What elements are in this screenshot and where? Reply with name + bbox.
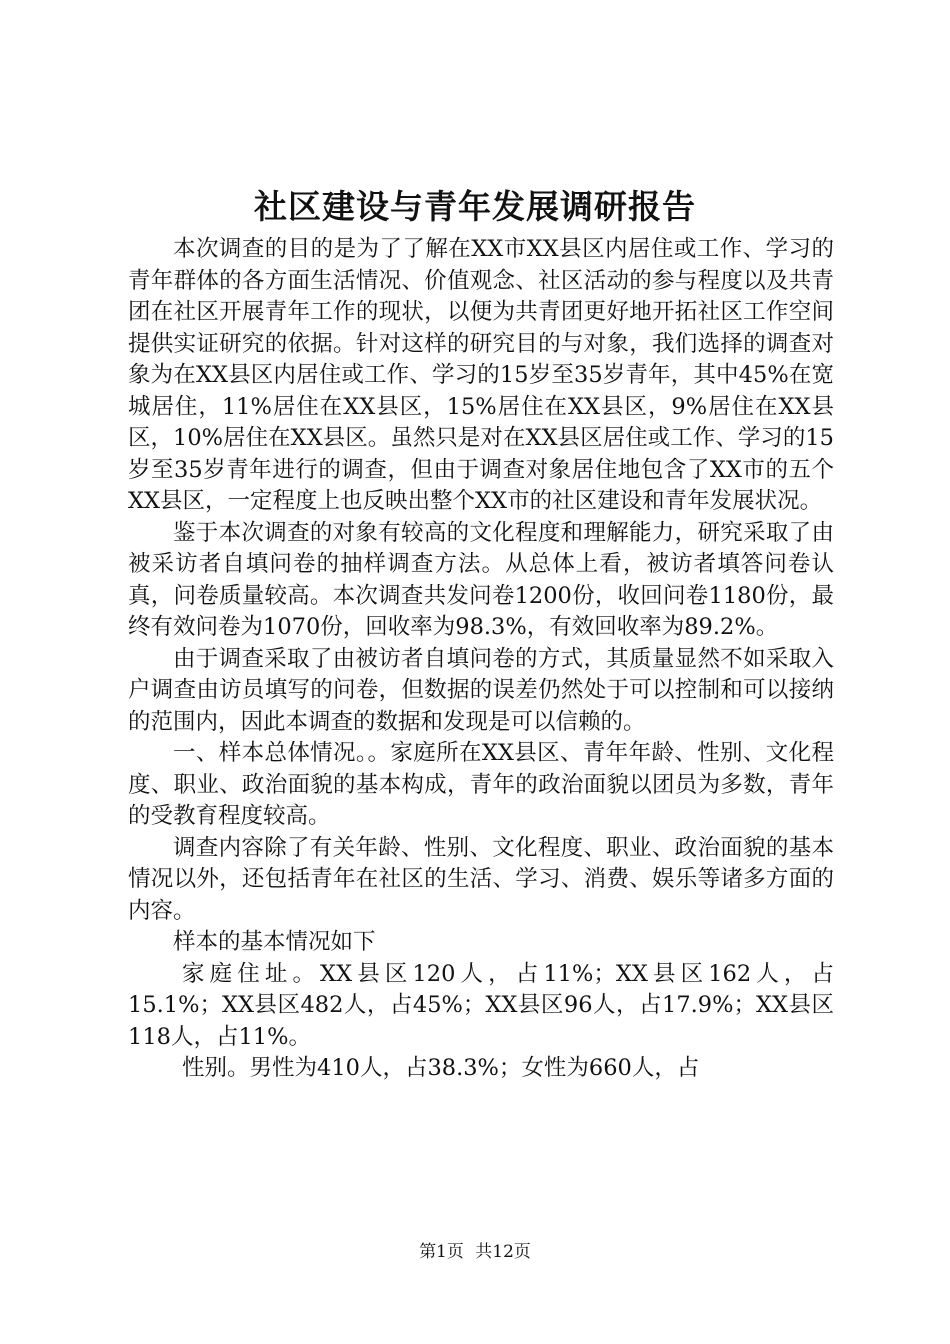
paragraph-survey-content: 调查内容除了有关年龄、性别、文化程度、职业、政治面貌的基本情况以外，还包括青年在社区的生活、学习、消费、娱乐等诸多方面的内容。: [128, 834, 834, 924]
page-footer: [0, 1240, 950, 1264]
paragraph-sample-overview: 一、样本总体情况。。家庭所在XX县区、青年年龄、性别、文化程度、职业、政治面貌的基本构成，青年的政治面貌以团员为多数，青年的受教育程度较高。: [128, 740, 834, 829]
paragraph-gender: 性别。男性为410人，占38.3%；女性为660人，占: [182, 1055, 700, 1081]
paragraph-reliability: 由于调查采取了由被访者自填问卷的方式，其质量显然不如采取入户调查由访员填写的问卷，但数据的误差仍然处于可以控制和可以接纳的范围内，因此本调查的数据和发现是可以信赖的。: [128, 645, 834, 735]
page-number: 第1页: [419, 1242, 464, 1262]
document-title: 社区建设与青年发展调研报告: [254, 187, 696, 226]
document-body: [128, 234, 834, 1085]
paragraph-method: 鉴于本次调查的对象有较高的文化程度和理解能力，研究采取了由被采访者自填问卷的抽样调查方法。从总体上看，被访者填答问卷认真，问卷质量较高。本次调查共发问卷1200份，收回问卷1180份，最终有效问卷为1070份，回收率为98.3%，有效回收率为89.2%。: [128, 519, 834, 640]
page-total: 共12页: [475, 1242, 531, 1262]
paragraph-home-address: 家庭住址。XX县区120人，占11%；XX县区162人，占15.1%；XX县区482人，占45%；XX县区96人，占17.9%；XX县区118人，占11%。: [128, 960, 834, 1050]
paragraph-purpose: 本次调查的目的是为了了解在XX市XX县区内居住或工作、学习的青年群体的各方面生活情况、价值观念、社区活动的参与程度以及共青团在社区开展青年工作的现状，以便为共青团更好地开拓社区工作空间提供实证研究的依据。针对这样的研究目的与对象，我们选择的调查对象为在XX县区内居住或工作、学习的15岁至35岁青年，其中45%在宽城居住，11%居住在XX县区，15%居住在XX县区，9%居住在XX县区，10%居住在XX县区。虽然只是对在XX县区居住或工作、学习的15岁至35岁青年进行的调查，但由于调查对象居住地包含了XX市的五个XX县区，一定程度上也反映出整个XX市的社区建设和青年发展状况。: [128, 236, 834, 514]
paragraph-sample-heading: 样本的基本情况如下: [173, 929, 376, 955]
